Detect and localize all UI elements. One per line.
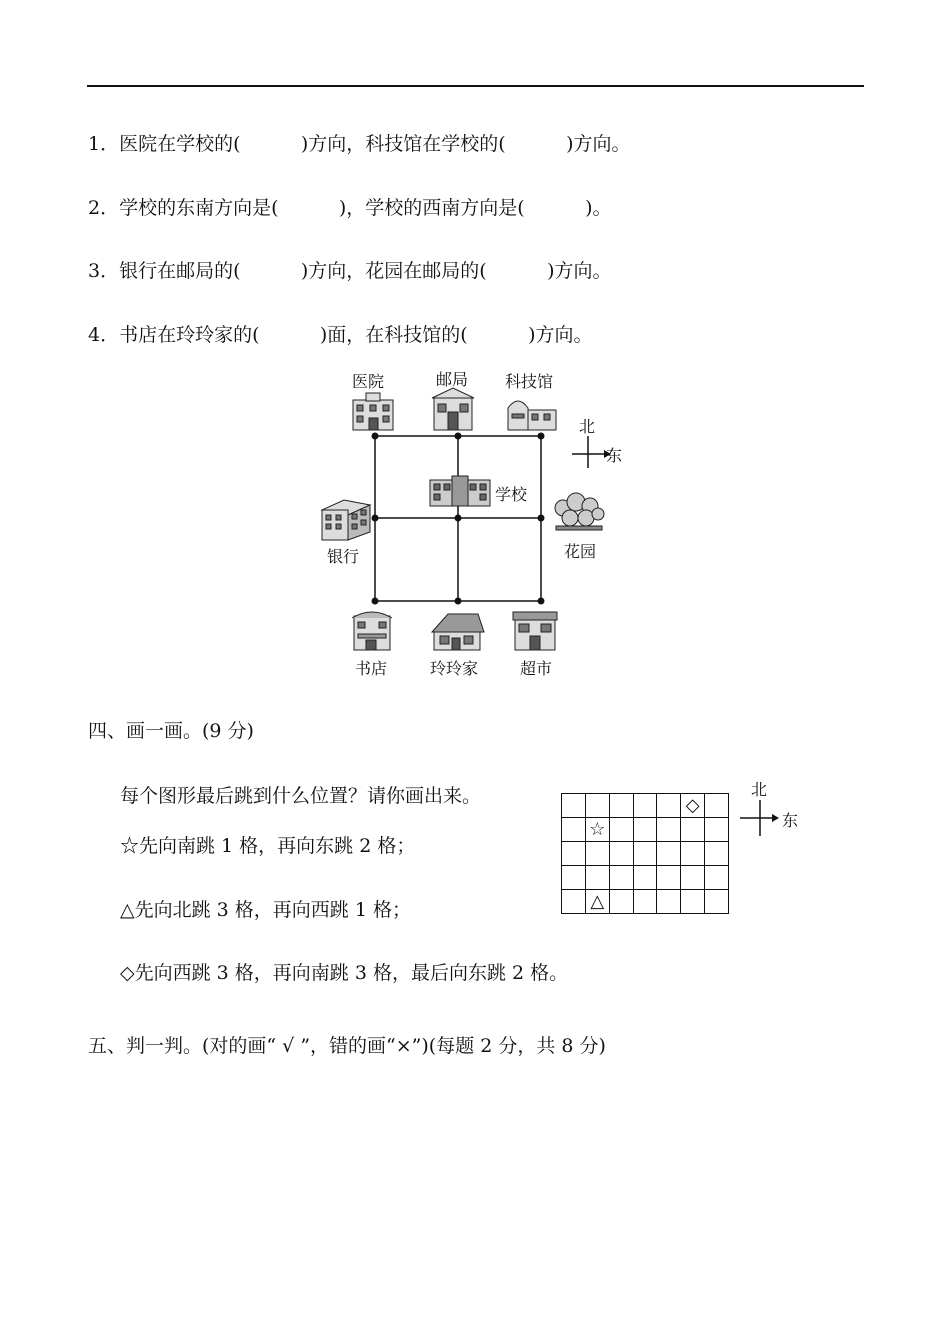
bookstore-building-icon	[352, 612, 392, 650]
label-bank: 银行	[327, 547, 360, 566]
label-post-office: 邮局	[436, 370, 469, 389]
question-1: 1．医院在学校的( )方向，科技馆在学校的( )方向。	[88, 133, 631, 155]
map-compass	[572, 436, 604, 468]
post-office-building-icon	[432, 388, 474, 430]
grid-compass	[740, 800, 772, 836]
map-compass-north: 北	[579, 417, 596, 436]
supermarket-building-icon	[513, 612, 557, 650]
section-4-instruction: 每个图形最后跳到什么位置？请你画出来。	[120, 785, 482, 807]
question-3: 3．银行在邮局的( )方向，花园在邮局的( )方向。	[88, 260, 612, 282]
label-garden: 花园	[564, 542, 597, 561]
grid-compass-east: 东	[782, 811, 799, 830]
triangle-symbol: △	[590, 891, 605, 912]
triangle-cell	[586, 890, 610, 914]
diamond-symbol: ◇	[685, 795, 700, 816]
label-bookstore: 书店	[355, 659, 388, 678]
diamond-cell	[681, 794, 705, 818]
star-cell	[586, 818, 610, 842]
science-museum-building-icon	[508, 401, 556, 430]
house-icon	[432, 614, 484, 650]
question-4: 4．书店在玲玲家的( )面，在科技馆的( )方向。	[88, 324, 593, 346]
garden-trees-icon	[555, 493, 604, 530]
rule-triangle: △先向北跳 3 格，再向西跳 1 格；	[120, 899, 411, 921]
grid-compass-east-arrow-icon	[772, 814, 779, 822]
rule-star: ☆先向南跳 1 格，再向东跳 2 格；	[120, 835, 416, 857]
school-building-icon	[430, 476, 490, 506]
section-4-title: 四、画一画。(9 分)	[88, 720, 254, 742]
bank-building-icon	[322, 500, 370, 540]
grid-compass-north: 北	[751, 780, 768, 799]
hospital-building-icon	[353, 393, 393, 430]
section-5-title: 五、判一判。(对的画“ √ ”，错的画“×”)(每题 2 分，共 8 分)	[88, 1035, 606, 1057]
label-hospital: 医院	[352, 372, 385, 391]
star-symbol: ☆	[589, 819, 606, 840]
label-school: 学校	[495, 485, 528, 504]
rule-diamond: ◇先向西跳 3 格，再向南跳 3 格，最后向东跳 2 格。	[120, 962, 569, 984]
label-lingling-home: 玲玲家	[430, 659, 479, 678]
question-2: 2．学校的东南方向是( )，学校的西南方向是( )。	[88, 197, 612, 219]
label-science-museum: 科技馆	[505, 372, 554, 391]
label-supermarket: 超市	[520, 659, 553, 678]
map-compass-east: 东	[606, 446, 623, 465]
jump-grid	[561, 793, 729, 914]
